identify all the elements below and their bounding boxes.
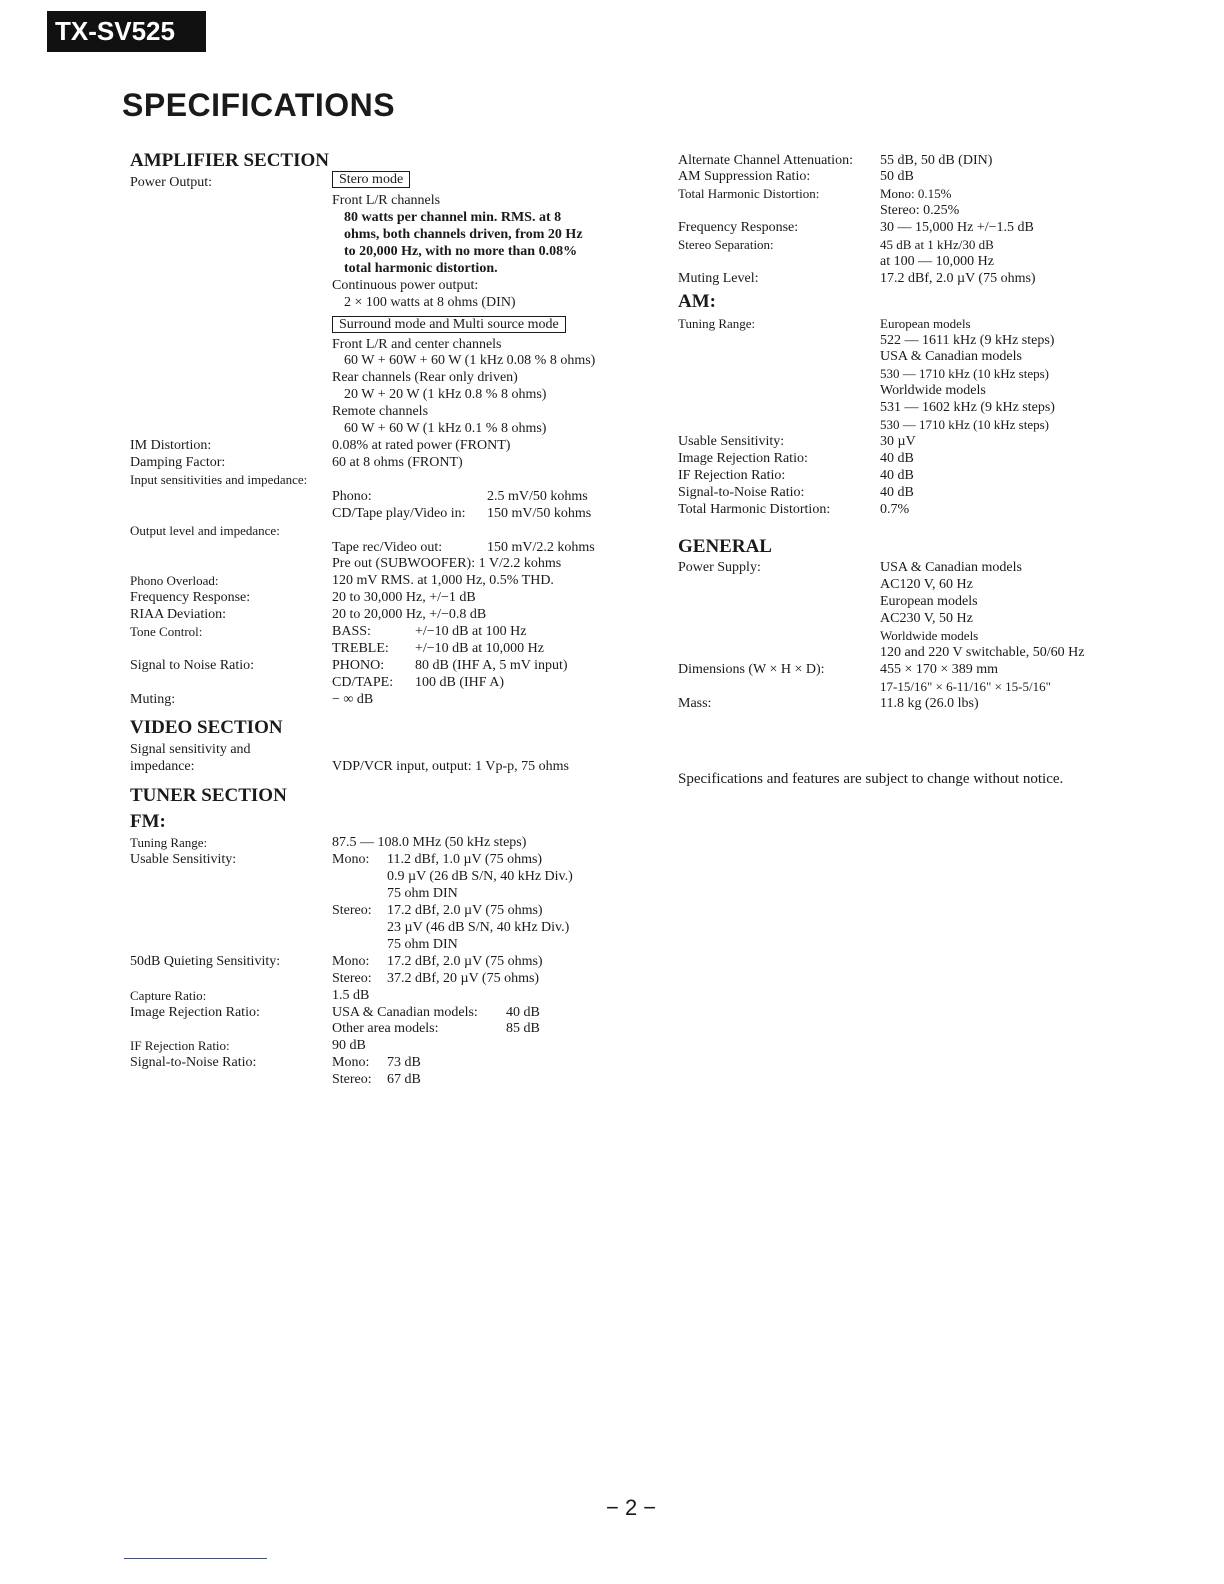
continuous-label: Continuous power output: <box>332 278 479 293</box>
muting-label: Muting: <box>130 692 176 707</box>
power-supply-1: USA & Canadian models <box>880 560 1022 575</box>
freq-value: 20 to 30,000 Hz, +/−1 dB <box>332 590 476 605</box>
amplifier-heading: AMPLIFIER SECTION <box>130 150 329 171</box>
am-usable-value: 30 µV <box>880 434 916 449</box>
power-supply-3: European models <box>880 594 978 609</box>
rms-line-1: 80 watts per channel min. RMS. at 8 <box>344 210 562 225</box>
mass-value: 11.8 kg (26.0 lbs) <box>880 696 979 711</box>
am-tuning-3: USA & Canadian models <box>880 349 1022 364</box>
sn-mono-label: Mono: <box>332 1055 370 1070</box>
remote-channels: Remote channels <box>332 404 429 419</box>
fm-usable-stereo-label: Stereo: <box>332 903 372 918</box>
front-lr: Front L/R channels <box>332 193 441 208</box>
quieting-mono-label: Mono: <box>332 954 370 969</box>
thd-stereo: Stereo: 0.25% <box>880 203 960 218</box>
right-freq-label: Frequency Response: <box>678 220 799 235</box>
image-other-label: Other area models: <box>332 1021 439 1036</box>
cd-label: CD/Tape play/Video in: <box>332 506 466 521</box>
capture-label: Capture Ratio: <box>130 988 207 1003</box>
if-label: IF Rejection Ratio: <box>130 1038 230 1053</box>
power-output-label: Power Output: <box>130 175 213 190</box>
dimensions-value-2: 17-15/16" × 6-11/16" × 15-5/16" <box>880 679 1051 694</box>
tone-label: Tone Control: <box>130 624 203 639</box>
damping-label: Damping Factor: <box>130 455 226 470</box>
quieting-stereo-label: Stereo: <box>332 971 372 986</box>
am-supp-label: AM Suppression Ratio: <box>678 169 811 184</box>
change-notice: Specifications and features are subject to change without notice. <box>678 771 1064 787</box>
fm-usable-mono-2: 0.9 µV (26 dB S/N, 40 kHz Div.) <box>387 869 573 884</box>
snr-cd-label: CD/TAPE: <box>332 675 394 690</box>
sn-stereo-value: 67 dB <box>387 1072 421 1087</box>
am-tuning-6: 531 — 1602 kHz (9 kHz steps) <box>880 400 1055 415</box>
phono-overload-value: 120 mV RMS. at 1,000 Hz, 0.5% THD. <box>332 573 554 588</box>
surround-mode-box: Surround mode and Multi source mode <box>332 316 566 333</box>
video-label-1: Signal sensitivity and <box>130 742 251 757</box>
am-tuning-2: 522 — 1611 kHz (9 kHz steps) <box>880 333 1055 348</box>
fm-tuning-value: 87.5 — 108.0 MHz (50 kHz steps) <box>332 835 527 850</box>
am-if-value: 40 dB <box>880 468 914 483</box>
video-label-2: impedance: <box>130 759 195 774</box>
fm-heading: FM: <box>130 811 166 832</box>
sep-value-1: 45 dB at 1 kHz/30 dB <box>880 237 994 252</box>
bass-label: BASS: <box>332 624 371 639</box>
stereo-mode-box: Stero mode <box>332 171 410 188</box>
page-number: − 2 − <box>606 1495 657 1520</box>
din-value: 2 × 100 watts at 8 ohms (DIN) <box>344 295 516 310</box>
am-supp-value: 50 dB <box>880 169 914 184</box>
treble-label: TREBLE: <box>332 641 389 656</box>
video-heading: VIDEO SECTION <box>130 717 283 738</box>
tape-value: 150 mV/2.2 kohms <box>487 540 595 555</box>
quieting-mono-value: 17.2 dBf, 2.0 µV (75 ohms) <box>387 954 543 969</box>
snr-phono-value: 80 dB (IHF A, 5 mV input) <box>415 658 568 673</box>
snr-label: Signal to Noise Ratio: <box>130 658 255 673</box>
am-tuning-1: European models <box>880 316 971 331</box>
quieting-label: 50dB Quieting Sensitivity: <box>130 954 281 969</box>
right-muting-value: 17.2 dBf, 2.0 µV (75 ohms) <box>880 271 1036 286</box>
phono-value: 2.5 mV/50 kohms <box>487 489 588 504</box>
image-label: Image Rejection Ratio: <box>130 1005 260 1020</box>
sn-label: Signal-to-Noise Ratio: <box>130 1055 257 1070</box>
fm-usable-mono-1: 11.2 dBf, 1.0 µV (75 ohms) <box>387 852 543 867</box>
video-value: VDP/VCR input, output: 1 Vp-p, 75 ohms <box>332 759 569 774</box>
page-title: SPECIFICATIONS <box>122 87 396 123</box>
image-usa-label: USA & Canadian models: <box>332 1005 478 1020</box>
tape-label: Tape rec/Video out: <box>332 540 443 555</box>
snr-cd-value: 100 dB (IHF A) <box>415 675 505 690</box>
right-freq-value: 30 — 15,000 Hz +/−1.5 dB <box>880 220 1034 235</box>
alt-label: Alternate Channel Attenuation: <box>678 153 853 168</box>
remote-value: 60 W + 60 W (1 kHz 0.1 % 8 ohms) <box>344 421 547 436</box>
image-usa-value: 40 dB <box>506 1005 540 1020</box>
output-label: Output level and impedance: <box>130 523 280 538</box>
power-supply-label: Power Supply: <box>678 560 761 575</box>
riaa-label: RIAA Deviation: <box>130 607 227 622</box>
im-label: IM Distortion: <box>130 438 212 453</box>
fm-usable-mono-label: Mono: <box>332 852 370 867</box>
front-center-value: 60 W + 60W + 60 W (1 kHz 0.08 % 8 ohms) <box>344 353 596 368</box>
if-value: 90 dB <box>332 1038 366 1053</box>
alt-value: 55 dB, 50 dB (DIN) <box>880 153 993 168</box>
footer-rule <box>124 1558 267 1559</box>
am-if-label: IF Rejection Ratio: <box>678 468 786 483</box>
rms-line-4: total harmonic distortion. <box>344 261 498 276</box>
tuner-heading: TUNER SECTION <box>130 785 287 806</box>
image-other-value: 85 dB <box>506 1021 540 1036</box>
fm-usable-stereo-2: 23 µV (46 dB S/N, 40 kHz Div.) <box>387 920 570 935</box>
am-thd-value: 0.7% <box>880 502 910 517</box>
phono-label: Phono: <box>332 489 372 504</box>
power-supply-5: Worldwide models <box>880 628 979 643</box>
am-tuning-7: 530 — 1710 kHz (10 kHz steps) <box>880 417 1049 432</box>
thd-mono: Mono: 0.15% <box>880 186 952 201</box>
am-sn-value: 40 dB <box>880 485 914 500</box>
damping-value: 60 at 8 ohms (FRONT) <box>332 455 463 470</box>
sn-stereo-label: Stereo: <box>332 1072 372 1087</box>
am-sn-label: Signal-to-Noise Ratio: <box>678 485 805 500</box>
preout-value: Pre out (SUBWOOFER): 1 V/2.2 kohms <box>332 556 562 571</box>
capture-value: 1.5 dB <box>332 988 370 1003</box>
mass-label: Mass: <box>678 696 712 711</box>
fm-usable-mono-3: 75 ohm DIN <box>387 886 458 901</box>
power-supply-4: AC230 V, 50 Hz <box>880 611 973 626</box>
am-thd-label: Total Harmonic Distortion: <box>678 502 831 517</box>
model-tag: TX-SV525 <box>47 11 206 52</box>
cd-value: 150 mV/50 kohms <box>487 506 592 521</box>
phono-overload-label: Phono Overload: <box>130 573 219 588</box>
fm-usable-stereo-1: 17.2 dBf, 2.0 µV (75 ohms) <box>387 903 543 918</box>
treble-value: +/−10 dB at 10,000 Hz <box>415 641 544 656</box>
power-supply-6: 120 and 220 V switchable, 50/60 Hz <box>880 645 1085 660</box>
sep-value-2: at 100 — 10,000 Hz <box>880 254 994 269</box>
rms-line-3: to 20,000 Hz, with no more than 0.08% <box>344 244 578 259</box>
am-image-value: 40 dB <box>880 451 914 466</box>
am-usable-label: Usable Sensitivity: <box>678 434 785 449</box>
rear-channels: Rear channels (Rear only driven) <box>332 370 518 385</box>
quieting-stereo-value: 37.2 dBf, 20 µV (75 ohms) <box>387 971 540 986</box>
muting-value: − ∞ dB <box>332 692 374 707</box>
fm-tuning-label: Tuning Range: <box>130 835 208 850</box>
am-tuning-5: Worldwide models <box>880 383 986 398</box>
fm-usable-label: Usable Sensitivity: <box>130 852 237 867</box>
right-muting-label: Muting Level: <box>678 271 759 286</box>
freq-label: Frequency Response: <box>130 590 251 605</box>
dimensions-label: Dimensions (W × H × D): <box>678 662 825 677</box>
sn-mono-value: 73 dB <box>387 1055 421 1070</box>
dimensions-value-1: 455 × 170 × 389 mm <box>880 662 999 677</box>
thd-label: Total Harmonic Distortion: <box>678 186 820 201</box>
am-tuning-4: 530 — 1710 kHz (10 kHz steps) <box>880 366 1049 381</box>
snr-phono-label: PHONO: <box>332 658 385 673</box>
bass-value: +/−10 dB at 100 Hz <box>415 624 527 639</box>
im-value: 0.08% at rated power (FRONT) <box>332 438 511 453</box>
general-heading: GENERAL <box>678 536 772 557</box>
am-heading: AM: <box>678 291 716 312</box>
sep-label: Stereo Separation: <box>678 237 774 252</box>
rms-line-2: ohms, both channels driven, from 20 Hz <box>344 227 583 242</box>
front-center: Front L/R and center channels <box>332 337 502 352</box>
fm-usable-stereo-3: 75 ohm DIN <box>387 937 458 952</box>
am-image-label: Image Rejection Ratio: <box>678 451 808 466</box>
am-tuning-label: Tuning Range: <box>678 316 756 331</box>
power-supply-2: AC120 V, 60 Hz <box>880 577 973 592</box>
input-label: Input sensitivities and impedance: <box>130 472 308 487</box>
rear-value: 20 W + 20 W (1 kHz 0.8 % 8 ohms) <box>344 387 547 402</box>
riaa-value: 20 to 20,000 Hz, +/−0.8 dB <box>332 607 487 622</box>
